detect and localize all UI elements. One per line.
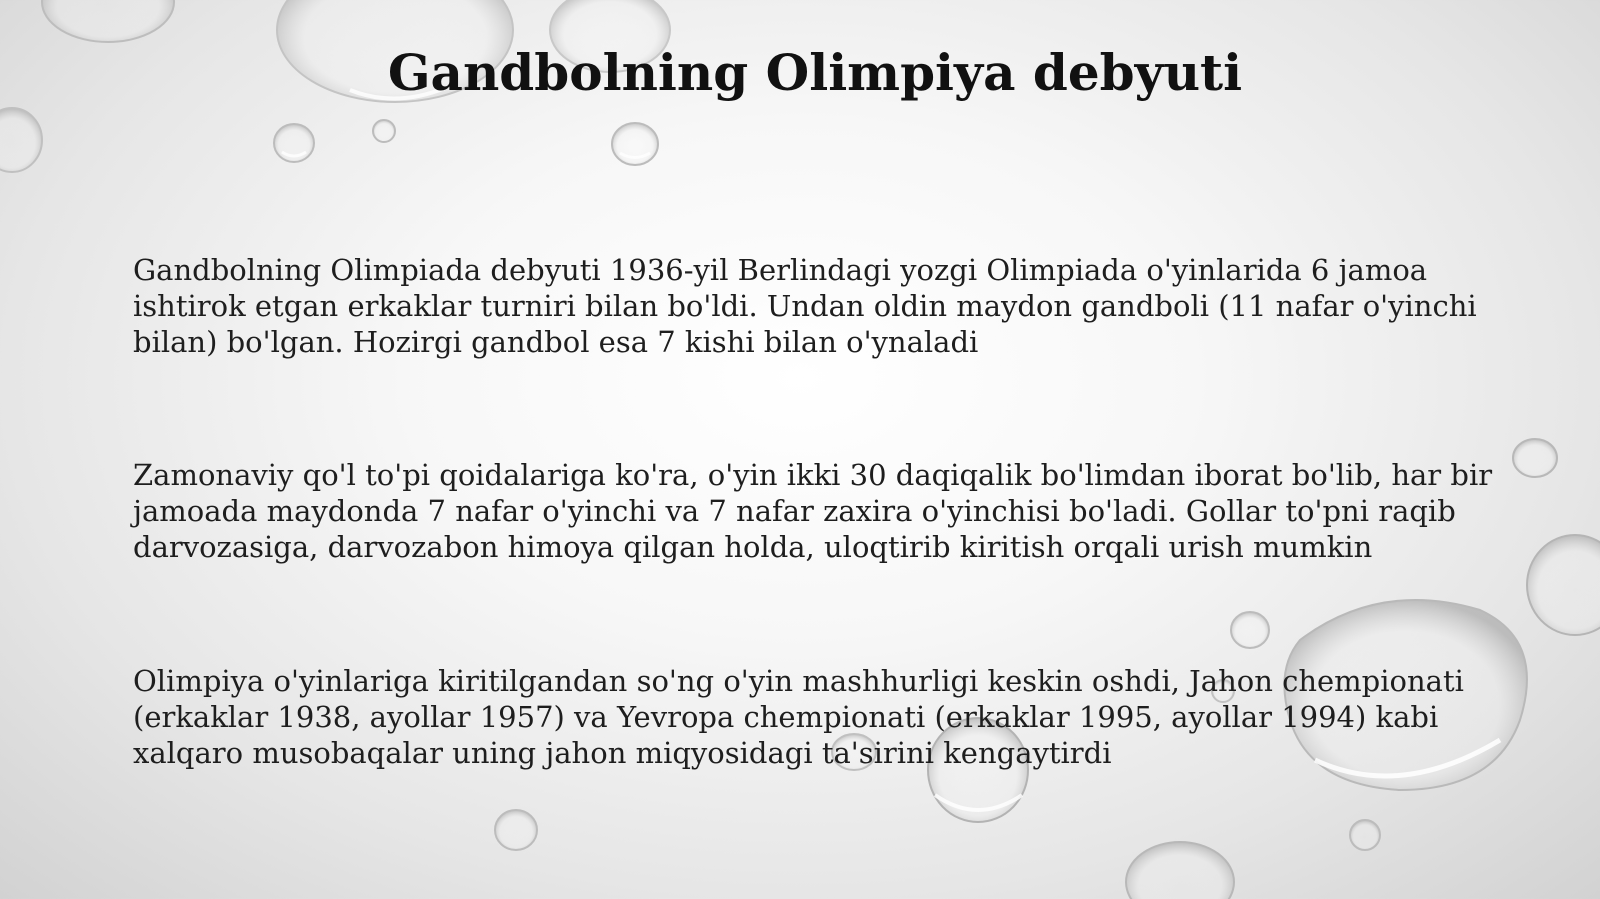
paragraph-olympic-debut: Gandbolning Olimpiada debyuti 1936-yil Berlindagi yozgi Olimpiada o'yinlarida 6 jamoa ishtirok etgan erkaklar turniri bilan bo'ldi. Undan oldin maydon gandboli (11 nafar o'yinchi bilan) bo'lgan. Hozirgi gandbol esa 7 kishi bilan o'ynaladi [133, 253, 1477, 359]
paragraph-modern-rules: Zamonaviy qo'l to'pi qoidalariga ko'ra, o'yin ikki 30 daqiqalik bo'limdan iborat bo'lib, har bir jamoada maydonda 7 nafar o'yinchi va 7 nafar zaxira o'yinchisi bo'ladi. Gollar to'pni raqib darvozasiga, darvozabon himoya qilgan holda, uloqtirib kiritish orqali urish mumkin [133, 458, 1493, 564]
slide-title: Gandbolning Olimpiya debyuti [387, 43, 1243, 102]
paragraph-popularity: Olimpiya o'yinlariga kiritilgandan so'ng o'yin mashhurligi keskin oshdi, Jahon chempionati (erkaklar 1938, ayollar 1957) va Yevropa chempionati (erkaklar 1995, ayollar 1994) kabi xalqaro musobaqalar uning jahon miqyosidagi ta'sirini kengaytirdi [133, 664, 1464, 770]
